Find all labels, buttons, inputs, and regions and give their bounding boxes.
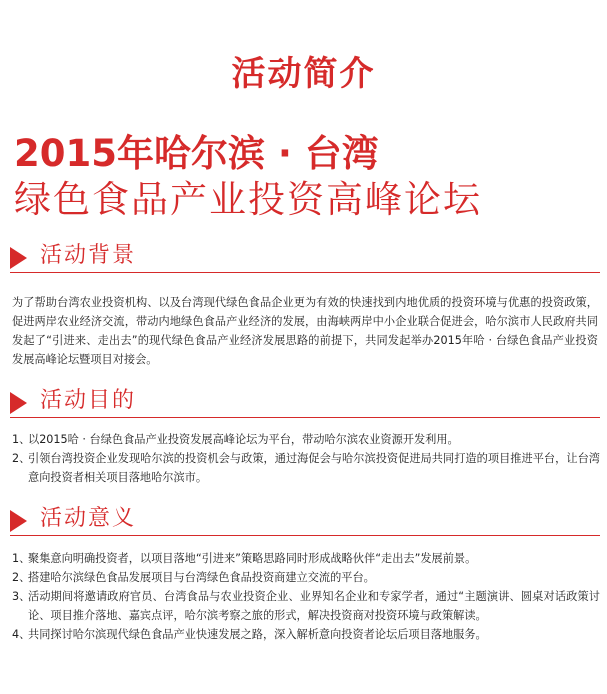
section-heading: 活动背景: [40, 243, 137, 268]
page-title: 活动简介: [231, 54, 376, 94]
triangle-right-icon: [10, 247, 27, 269]
list-item-number: 2、: [12, 571, 31, 584]
list-item-number: 3、: [12, 590, 31, 603]
list-item-number: 4、: [12, 628, 31, 641]
purpose-list: [12, 430, 600, 487]
list-item-text: 搭建哈尔滨绿色食品发展项目与台湾绿色食品投资商建立交流的平台。: [28, 571, 375, 584]
list-item: [12, 449, 600, 487]
section-heading: 活动目的: [40, 388, 137, 413]
triangle-right-icon: [10, 510, 27, 532]
list-item-number: 2、: [12, 452, 31, 465]
list-item-text: 引领台湾投资企业发现哈尔滨的投资机会与政策，通过海促会与哈尔滨投资促进局共同打造的项目推进平台，让台湾意向投资者相关项目落地哈尔滨市。: [28, 452, 600, 484]
event-subtitle: 绿色食品产业投资高峰论坛: [14, 178, 482, 221]
list-item-number: 1、: [12, 552, 31, 565]
list-item-text: 活动期间将邀请政府官员、台湾食品与农业投资企业、业界知名企业和专家学者，通过“主题演讲、圆桌对话政策讨论、项目推介落地、嘉宾点评，哈尔滨考察之旅的形式，解决投资商对投资环境与政策解读。: [28, 590, 600, 622]
section-header-background: [10, 243, 600, 273]
list-item: [12, 587, 600, 625]
event-title: 2015年哈尔滨 · 台湾: [14, 132, 379, 175]
list-item-text: 以2015哈 · 台绿色食品产业投资发展高峰论坛为平台，带动哈尔滨农业资源开发利用。: [28, 433, 459, 446]
section-header-significance: [10, 506, 600, 536]
significance-list: [12, 549, 600, 644]
list-item: [12, 568, 600, 587]
list-item: [12, 625, 600, 644]
list-item: [12, 430, 600, 449]
section-heading: 活动意义: [40, 506, 137, 531]
section-header-purpose: [10, 388, 600, 418]
list-item-text: 共同探讨哈尔滨现代绿色食品产业快速发展之路，深入解析意向投资者论坛后项目落地服务。: [28, 628, 487, 641]
triangle-right-icon: [10, 392, 27, 414]
list-item-text: 聚集意向明确投资者，以项目落地“引进来”策略思路同时形成战略伙伴“走出去”发展前景。: [28, 552, 477, 565]
list-item-number: 1、: [12, 433, 31, 446]
background-paragraph: 为了帮助台湾农业投资机构、以及台湾现代绿色食品企业更为有效的快速找到内地优质的投资环境与优惠的投资政策，促进两岸农业经济交流，带动内地绿色食品产业经济的发展，由海峡两岸中小企业联合促进会，哈尔滨市人民政府共同发起了“引进来、走出去”的现代绿色食品产业经济发展思路的前提下，共同发起举办2015年哈 · 台绿色食品产业投资发展高峰论坛暨项目对接会。: [12, 296, 598, 366]
list-item: [12, 549, 600, 568]
